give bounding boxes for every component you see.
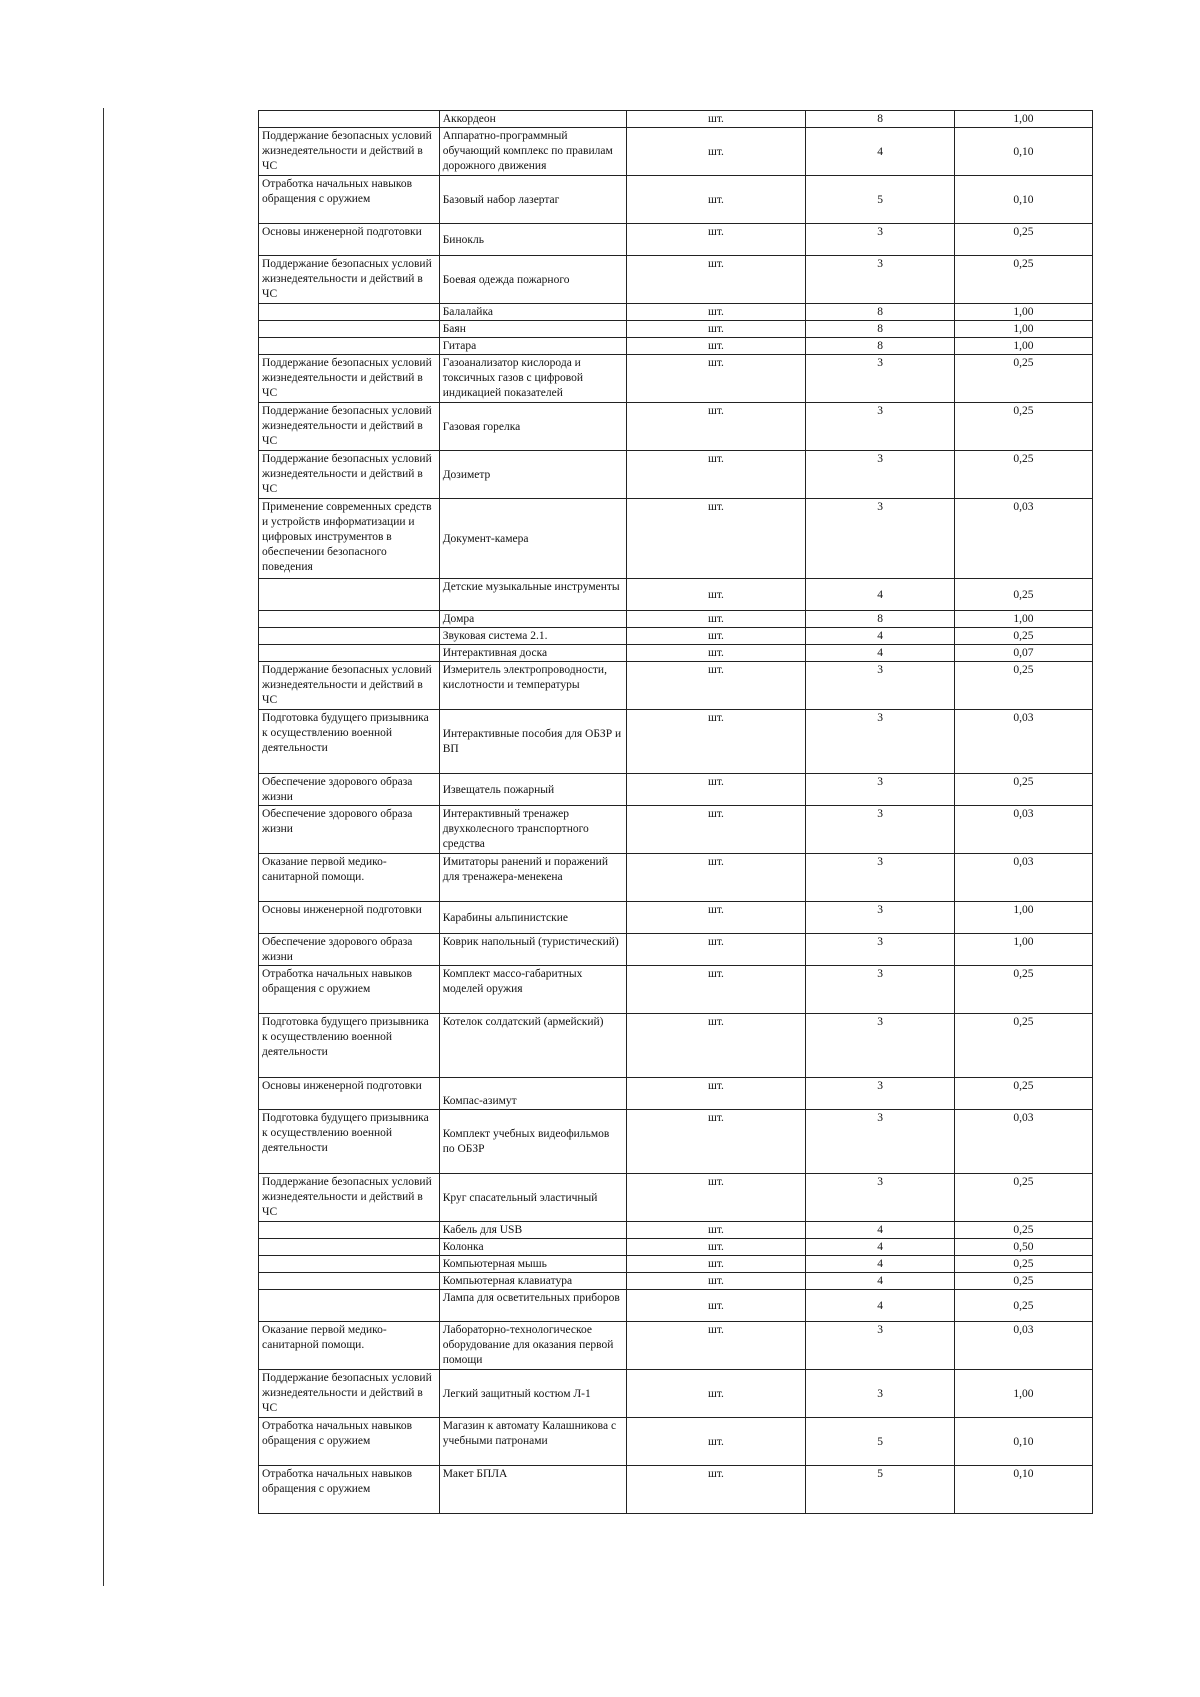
rate-cell: 0,25 (954, 1174, 1092, 1222)
item-name-cell: Магазин к автомату Калашникова с учебными патронами (439, 1418, 626, 1466)
unit-cell: шт. (626, 128, 806, 176)
table-row (259, 403, 1093, 451)
quantity-cell: 3 (806, 355, 955, 403)
table-row (259, 1273, 1093, 1290)
unit-cell: шт. (626, 1466, 806, 1514)
quantity-cell: 4 (806, 628, 955, 645)
rate-cell: 0,03 (954, 854, 1092, 902)
area-cell (259, 338, 440, 355)
table-row (259, 1239, 1093, 1256)
table-row (259, 128, 1093, 176)
table-row (259, 224, 1093, 256)
unit-cell: шт. (626, 611, 806, 628)
item-name-cell: Гитара (439, 338, 626, 355)
item-name-cell: Интерактивный тренажер двухколесного транспортного средства (439, 806, 626, 854)
rate-cell: 0,03 (954, 499, 1092, 579)
area-cell (259, 579, 440, 611)
unit-cell: шт. (626, 934, 806, 966)
item-name-cell: Легкий защитный костюм Л-1 (439, 1370, 626, 1418)
area-cell: Поддержание безопасных условий жизнедеятельности и действий в ЧС (259, 403, 440, 451)
area-cell: Отработка начальных навыков обращения с оружием (259, 1466, 440, 1514)
quantity-cell: 4 (806, 579, 955, 611)
unit-cell: шт. (626, 1222, 806, 1239)
table-row (259, 1466, 1093, 1514)
area-cell: Основы инженерной подготовки (259, 902, 440, 934)
unit-cell: шт. (626, 662, 806, 710)
item-name-cell: Интерактивные пособия для ОБЗР и ВП (439, 710, 626, 774)
unit-cell: шт. (626, 645, 806, 662)
rate-cell: 0,10 (954, 1418, 1092, 1466)
rate-cell: 0,03 (954, 1110, 1092, 1174)
area-cell (259, 611, 440, 628)
quantity-cell: 3 (806, 451, 955, 499)
table-row (259, 1222, 1093, 1239)
unit-cell: шт. (626, 1418, 806, 1466)
unit-cell: шт. (626, 224, 806, 256)
quantity-cell: 3 (806, 499, 955, 579)
quantity-cell: 8 (806, 338, 955, 355)
rate-cell: 0,25 (954, 628, 1092, 645)
area-cell: Поддержание безопасных условий жизнедеятельности и действий в ЧС (259, 256, 440, 304)
rate-cell: 0,25 (954, 1222, 1092, 1239)
area-cell: Поддержание безопасных условий жизнедеятельности и действий в ЧС (259, 451, 440, 499)
unit-cell: шт. (626, 176, 806, 224)
area-cell (259, 1256, 440, 1273)
quantity-cell: 3 (806, 1078, 955, 1110)
area-cell (259, 304, 440, 321)
unit-cell: шт. (626, 579, 806, 611)
table-row (259, 321, 1093, 338)
quantity-cell: 8 (806, 611, 955, 628)
unit-cell: шт. (626, 451, 806, 499)
quantity-cell: 4 (806, 645, 955, 662)
area-cell (259, 321, 440, 338)
area-cell: Оказание первой медико-санитарной помощи. (259, 854, 440, 902)
rate-cell: 0,25 (954, 451, 1092, 499)
unit-cell: шт. (626, 338, 806, 355)
item-name-cell: Дозиметр (439, 451, 626, 499)
quantity-cell: 3 (806, 854, 955, 902)
table-row (259, 611, 1093, 628)
area-cell: Подготовка будущего призывника к осуществлению военной деятельности (259, 710, 440, 774)
item-name-cell: Колонка (439, 1239, 626, 1256)
item-name-cell: Лабораторно-технологическое оборудование для оказания первой помощи (439, 1322, 626, 1370)
table-row (259, 1174, 1093, 1222)
area-cell: Поддержание безопасных условий жизнедеятельности и действий в ЧС (259, 1174, 440, 1222)
quantity-cell: 8 (806, 304, 955, 321)
item-name-cell: Звуковая система 2.1. (439, 628, 626, 645)
table-row (259, 1418, 1093, 1466)
unit-cell: шт. (626, 1110, 806, 1174)
rate-cell: 0,50 (954, 1239, 1092, 1256)
unit-cell: шт. (626, 1290, 806, 1322)
area-cell: Подготовка будущего призывника к осуществлению военной деятельности (259, 1110, 440, 1174)
table-row (259, 1370, 1093, 1418)
rate-cell: 0,25 (954, 403, 1092, 451)
table-row (259, 1290, 1093, 1322)
table-row (259, 111, 1093, 128)
rate-cell: 0,25 (954, 1256, 1092, 1273)
area-cell: Обеспечение здорового образа жизни (259, 806, 440, 854)
area-cell: Отработка начальных навыков обращения с оружием (259, 966, 440, 1014)
rate-cell: 1,00 (954, 304, 1092, 321)
rate-cell: 0,25 (954, 579, 1092, 611)
unit-cell: шт. (626, 256, 806, 304)
quantity-cell: 3 (806, 1174, 955, 1222)
quantity-cell: 8 (806, 321, 955, 338)
page-margin-line (103, 108, 104, 1586)
item-name-cell: Компас-азимут (439, 1078, 626, 1110)
area-cell: Отработка начальных навыков обращения с оружием (259, 176, 440, 224)
quantity-cell: 3 (806, 774, 955, 806)
table-row (259, 1110, 1093, 1174)
rate-cell: 0,25 (954, 966, 1092, 1014)
item-name-cell: Детские музыкальные инструменты (439, 579, 626, 611)
item-name-cell: Измеритель электропроводности, кислотности и температуры (439, 662, 626, 710)
area-cell: Обеспечение здорового образа жизни (259, 774, 440, 806)
rate-cell: 0,25 (954, 662, 1092, 710)
rate-cell: 0,10 (954, 1466, 1092, 1514)
item-name-cell: Карабины альпинистские (439, 902, 626, 934)
unit-cell: шт. (626, 1273, 806, 1290)
table-row (259, 1078, 1093, 1110)
rate-cell: 0,03 (954, 1322, 1092, 1370)
unit-cell: шт. (626, 774, 806, 806)
rate-cell: 0,03 (954, 710, 1092, 774)
unit-cell: шт. (626, 1014, 806, 1078)
quantity-cell: 4 (806, 1273, 955, 1290)
area-cell: Поддержание безопасных условий жизнедеятельности и действий в ЧС (259, 1370, 440, 1418)
rate-cell: 0,03 (954, 806, 1092, 854)
area-cell: Поддержание безопасных условий жизнедеятельности и действий в ЧС (259, 128, 440, 176)
unit-cell: шт. (626, 499, 806, 579)
rate-cell: 1,00 (954, 611, 1092, 628)
quantity-cell: 5 (806, 1466, 955, 1514)
unit-cell: шт. (626, 1239, 806, 1256)
area-cell (259, 111, 440, 128)
item-name-cell: Газоанализатор кислорода и токсичных газов с цифровой индикацией показателей (439, 355, 626, 403)
area-cell: Отработка начальных навыков обращения с оружием (259, 1418, 440, 1466)
area-cell (259, 1222, 440, 1239)
area-cell (259, 628, 440, 645)
item-name-cell: Коврик напольный (туристический) (439, 934, 626, 966)
item-name-cell: Имитаторы ранений и поражений для тренажера-менекена (439, 854, 626, 902)
quantity-cell: 3 (806, 662, 955, 710)
table-row (259, 499, 1093, 579)
table-row (259, 628, 1093, 645)
table-row (259, 710, 1093, 774)
area-cell: Подготовка будущего призывника к осуществлению военной деятельности (259, 1014, 440, 1078)
item-name-cell: Макет БПЛА (439, 1466, 626, 1514)
quantity-cell: 5 (806, 1418, 955, 1466)
item-name-cell: Котелок солдатский (армейский) (439, 1014, 626, 1078)
table-row (259, 338, 1093, 355)
rate-cell: 0,25 (954, 1273, 1092, 1290)
unit-cell: шт. (626, 304, 806, 321)
quantity-cell: 4 (806, 1256, 955, 1273)
quantity-cell: 3 (806, 902, 955, 934)
unit-cell: шт. (626, 355, 806, 403)
item-name-cell: Круг спасательный эластичный (439, 1174, 626, 1222)
table-row (259, 1014, 1093, 1078)
area-cell: Основы инженерной подготовки (259, 1078, 440, 1110)
rate-cell: 0,25 (954, 224, 1092, 256)
item-name-cell: Компьютерная клавиатура (439, 1273, 626, 1290)
quantity-cell: 3 (806, 224, 955, 256)
table-row (259, 934, 1093, 966)
item-name-cell: Газовая горелка (439, 403, 626, 451)
unit-cell: шт. (626, 403, 806, 451)
table-row (259, 304, 1093, 321)
quantity-cell: 3 (806, 256, 955, 304)
unit-cell: шт. (626, 966, 806, 1014)
table-row (259, 645, 1093, 662)
item-name-cell: Бинокль (439, 224, 626, 256)
quantity-cell: 4 (806, 128, 955, 176)
rate-cell: 0,07 (954, 645, 1092, 662)
item-name-cell: Комплект массо-габаритных моделей оружия (439, 966, 626, 1014)
table-row (259, 451, 1093, 499)
item-name-cell: Балалайка (439, 304, 626, 321)
table-row (259, 662, 1093, 710)
unit-cell: шт. (626, 321, 806, 338)
area-cell (259, 1290, 440, 1322)
area-cell: Основы инженерной подготовки (259, 224, 440, 256)
item-name-cell: Домра (439, 611, 626, 628)
quantity-cell: 3 (806, 710, 955, 774)
rate-cell: 1,00 (954, 111, 1092, 128)
table-row (259, 774, 1093, 806)
item-name-cell: Компьютерная мышь (439, 1256, 626, 1273)
item-name-cell: Лампа для осветительных приборов (439, 1290, 626, 1322)
area-cell (259, 1239, 440, 1256)
unit-cell: шт. (626, 1256, 806, 1273)
quantity-cell: 8 (806, 111, 955, 128)
item-name-cell: Извещатель пожарный (439, 774, 626, 806)
unit-cell: шт. (626, 806, 806, 854)
rate-cell: 0,25 (954, 774, 1092, 806)
item-name-cell: Комплект учебных видеофильмов по ОБЗР (439, 1110, 626, 1174)
table-row (259, 902, 1093, 934)
quantity-cell: 3 (806, 1014, 955, 1078)
rate-cell: 1,00 (954, 934, 1092, 966)
quantity-cell: 3 (806, 806, 955, 854)
item-name-cell: Аппаратно-программный обучающий комплекс по правилам дорожного движения (439, 128, 626, 176)
item-name-cell: Базовый набор лазертаг (439, 176, 626, 224)
area-cell: Оказание первой медико-санитарной помощи. (259, 1322, 440, 1370)
table-row (259, 854, 1093, 902)
table-row (259, 579, 1093, 611)
rate-cell: 0,25 (954, 1078, 1092, 1110)
table-row (259, 806, 1093, 854)
area-cell: Поддержание безопасных условий жизнедеятельности и действий в ЧС (259, 662, 440, 710)
table-row (259, 966, 1093, 1014)
equipment-table (258, 110, 1093, 1514)
unit-cell: шт. (626, 1370, 806, 1418)
rate-cell: 1,00 (954, 321, 1092, 338)
rate-cell: 1,00 (954, 902, 1092, 934)
unit-cell: шт. (626, 854, 806, 902)
rate-cell: 0,25 (954, 1290, 1092, 1322)
area-cell: Применение современных средств и устройств информатизации и цифровых инструментов в обеспечении безопасного поведения (259, 499, 440, 579)
item-name-cell: Баян (439, 321, 626, 338)
item-name-cell: Кабель для USB (439, 1222, 626, 1239)
quantity-cell: 5 (806, 176, 955, 224)
unit-cell: шт. (626, 111, 806, 128)
rate-cell: 0,10 (954, 128, 1092, 176)
rate-cell: 1,00 (954, 338, 1092, 355)
unit-cell: шт. (626, 1174, 806, 1222)
unit-cell: шт. (626, 1322, 806, 1370)
item-name-cell: Боевая одежда пожарного (439, 256, 626, 304)
table-row (259, 1256, 1093, 1273)
quantity-cell: 3 (806, 934, 955, 966)
unit-cell: шт. (626, 710, 806, 774)
quantity-cell: 4 (806, 1290, 955, 1322)
unit-cell: шт. (626, 628, 806, 645)
area-cell: Обеспечение здорового образа жизни (259, 934, 440, 966)
table-row (259, 176, 1093, 224)
table-row (259, 355, 1093, 403)
unit-cell: шт. (626, 902, 806, 934)
quantity-cell: 3 (806, 1110, 955, 1174)
quantity-cell: 4 (806, 1222, 955, 1239)
equipment-table-body (259, 111, 1093, 1514)
area-cell (259, 645, 440, 662)
item-name-cell: Аккордеон (439, 111, 626, 128)
quantity-cell: 3 (806, 966, 955, 1014)
unit-cell: шт. (626, 1078, 806, 1110)
quantity-cell: 3 (806, 1370, 955, 1418)
quantity-cell: 3 (806, 1322, 955, 1370)
table-row (259, 256, 1093, 304)
item-name-cell: Интерактивная доска (439, 645, 626, 662)
item-name-cell: Документ-камера (439, 499, 626, 579)
rate-cell: 0,10 (954, 176, 1092, 224)
quantity-cell: 3 (806, 403, 955, 451)
rate-cell: 0,25 (954, 1014, 1092, 1078)
rate-cell: 0,25 (954, 355, 1092, 403)
quantity-cell: 4 (806, 1239, 955, 1256)
rate-cell: 0,25 (954, 256, 1092, 304)
area-cell (259, 1273, 440, 1290)
table-row (259, 1322, 1093, 1370)
area-cell: Поддержание безопасных условий жизнедеятельности и действий в ЧС (259, 355, 440, 403)
rate-cell: 1,00 (954, 1370, 1092, 1418)
